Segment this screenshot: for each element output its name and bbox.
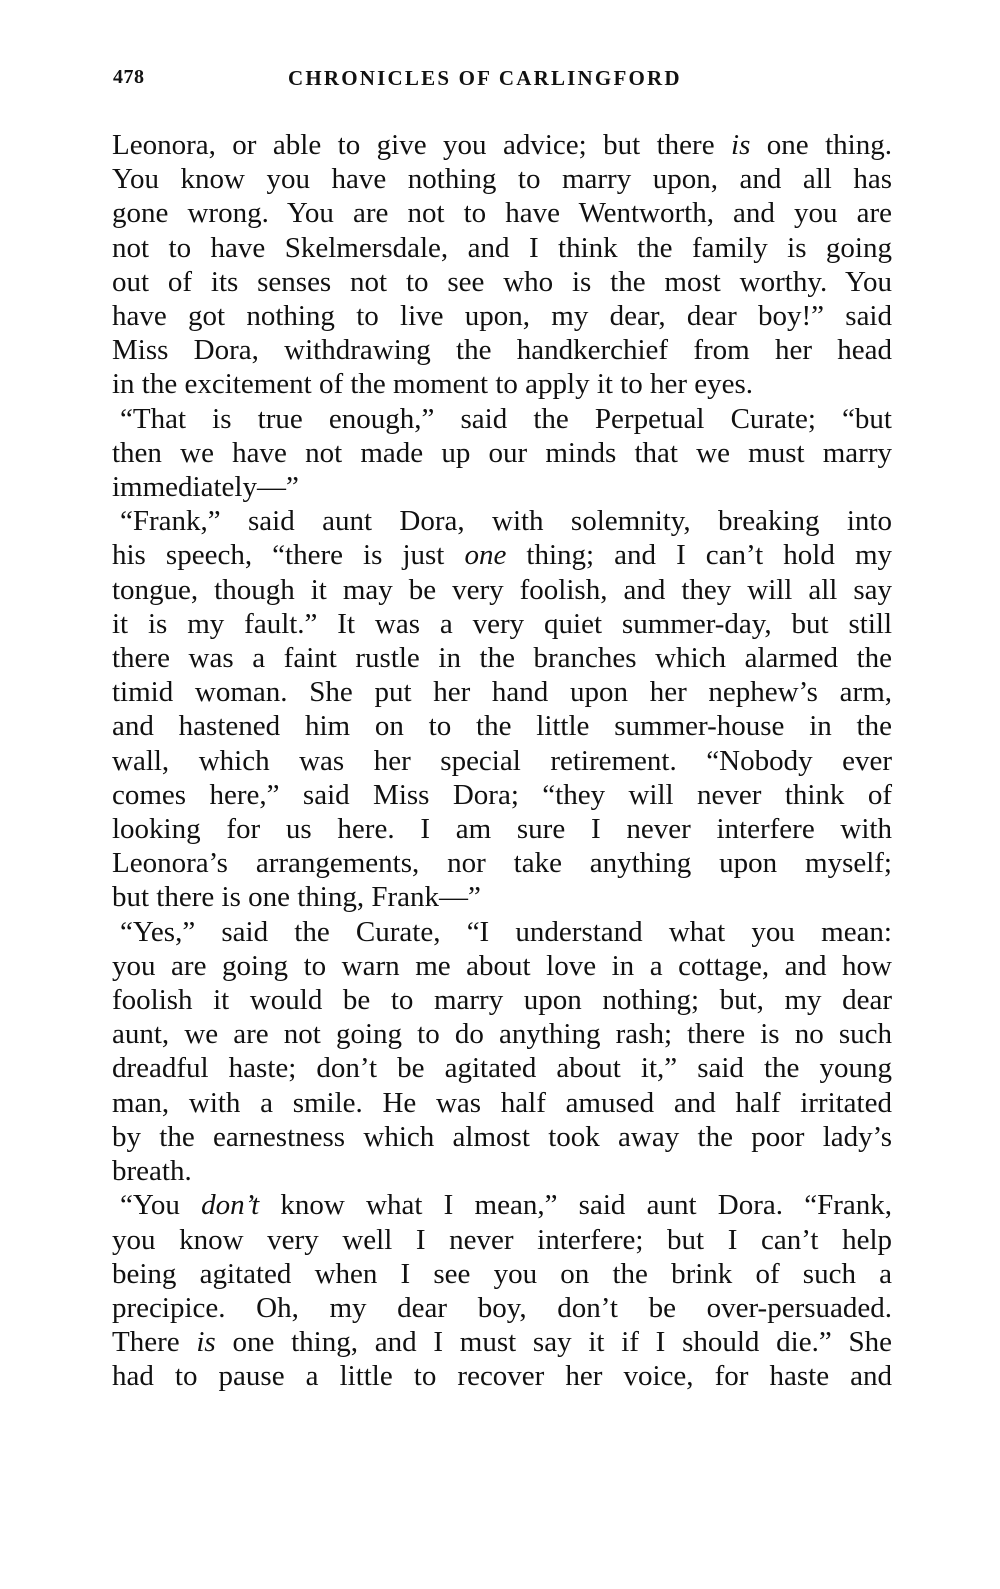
- text-run: one thing.: [750, 129, 892, 161]
- text-line: and hastened him on to the little summer-house in the: [112, 710, 892, 743]
- text-line: [112, 128, 892, 162]
- paragraph: [112, 504, 892, 914]
- text-line: immediately—”: [112, 471, 299, 504]
- text-line: being agitated when I see you on the brink of such a: [112, 1257, 892, 1290]
- text-line: there was a faint rustle in the branches which alarmed the: [112, 642, 892, 675]
- text-line: tongue, though it may be very foolish, and they will all say: [112, 573, 892, 606]
- text-line: you know very well I never interfere; but I can’t help: [112, 1223, 892, 1256]
- text-line: [112, 1325, 892, 1359]
- text-line: but there is one thing, Frank—”: [112, 881, 481, 914]
- text-line: “That is true enough,” said the Perpetual Curate; “but: [120, 402, 892, 435]
- text-run: “You: [120, 1189, 202, 1222]
- text-line: out of its senses not to see who is the most worthy. You: [112, 265, 892, 298]
- running-head: [113, 66, 893, 100]
- text-line: precipice. Oh, my dear boy, don’t be over-persuaded.: [112, 1291, 892, 1324]
- text-line: in the excitement of the moment to apply it to her eyes.: [112, 368, 754, 401]
- text-line: comes here,” said Miss Dora; “they will never think of: [112, 778, 892, 811]
- text-line: you are going to warn me about love in a cottage, and how: [112, 949, 892, 982]
- text-line: it is my fault.” It was a very quiet summer-day, but still: [112, 607, 892, 640]
- paragraph: [112, 402, 892, 505]
- text-run: his speech, “there is just: [112, 539, 465, 572]
- paragraph: [112, 1188, 892, 1393]
- text-line: Miss Dora, withdrawing the handkerchief from her head: [112, 334, 892, 367]
- text-run: know what I mean,” said aunt Dora. “Frank,: [259, 1189, 892, 1222]
- text-line: man, with a smile. He was half amused and half irritated: [112, 1086, 892, 1119]
- text-line: Leonora’s arrangements, nor take anything upon myself;: [112, 847, 892, 880]
- text-line: had to pause a little to recover her voice, for haste and: [112, 1360, 892, 1393]
- paragraph: [112, 915, 892, 1189]
- text-line: “Yes,” said the Curate, “I understand what you mean:: [120, 915, 892, 948]
- text-line: foolish it would be to marry upon nothing; but, my dear: [112, 984, 892, 1017]
- text-run: thing; and I can’t hold my: [506, 539, 892, 572]
- text-line: dreadful haste; don’t be agitated about it,” said the young: [112, 1052, 892, 1085]
- text-line: looking for us here. I am sure I never interfere with: [112, 813, 892, 846]
- text-run: Leonora, or able to give you advice; but there: [112, 129, 732, 161]
- italic-emphasis: don’t: [201, 1189, 260, 1222]
- text-line: “Frank,” said aunt Dora, with solemnity, breaking into: [120, 505, 892, 538]
- text-line: have got nothing to live upon, my dear, dear boy!” said: [112, 300, 892, 333]
- italic-emphasis: one: [464, 539, 507, 572]
- text-line: aunt, we are not going to do anything rash; there is no such: [112, 1018, 892, 1051]
- text-line: then we have not made up our minds that we must marry: [112, 436, 892, 469]
- text-line: gone wrong. You are not to have Wentworth, and you are: [112, 197, 892, 230]
- text-line: You know you have nothing to marry upon, and all has: [112, 163, 892, 196]
- body-text: [112, 128, 892, 1394]
- text-line: by the earnestness which almost took away the poor lady’s: [112, 1120, 892, 1153]
- text-line: [112, 538, 892, 572]
- text-line: not to have Skelmersdale, and I think the family is going: [112, 231, 892, 264]
- text-line: breath.: [112, 1155, 192, 1188]
- text-line: [112, 1188, 892, 1222]
- text-run: There: [112, 1326, 197, 1359]
- italic-emphasis: is: [196, 1326, 216, 1359]
- italic-emphasis: is: [731, 129, 751, 161]
- text-line: timid woman. She put her hand upon her nephew’s arm,: [112, 676, 892, 709]
- book-title: CHRONICLES OF CARLINGFORD: [288, 66, 682, 90]
- page-number: 478: [113, 66, 145, 88]
- text-run: one thing, and I must say it if I should die.” She: [215, 1326, 892, 1359]
- text-line: wall, which was her special retirement. “Nobody ever: [112, 744, 892, 777]
- paragraph: [112, 128, 892, 402]
